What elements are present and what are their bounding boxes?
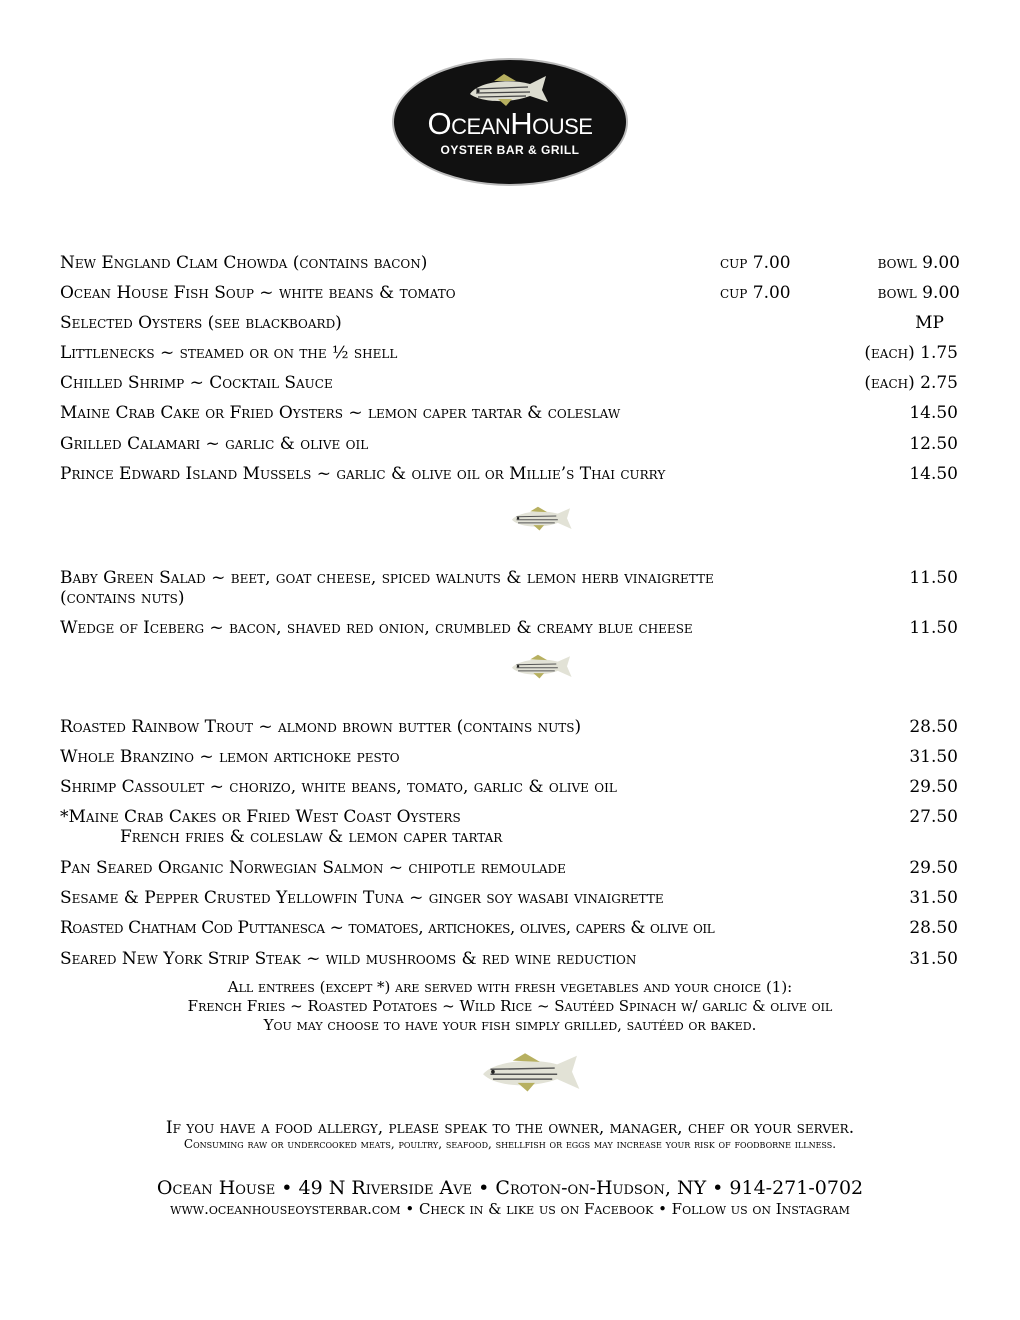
item-price: 11.50 (909, 618, 958, 638)
fish-divider-icon (510, 654, 572, 680)
item-note: French fries & coleslaw & lemon caper tartar (120, 827, 503, 847)
item-name: Grilled Calamari ~ garlic & olive oil (60, 434, 369, 454)
item-price: 31.50 (909, 747, 958, 767)
item-price: 14.50 (909, 403, 958, 423)
item-price: 29.50 (909, 777, 958, 797)
item-price: 31.50 (909, 888, 958, 908)
cup-price: cup 7.00 (720, 253, 791, 273)
item-name: Wedge of Iceberg ~ bacon, shaved red onion, crumbled & creamy blue cheese (60, 618, 693, 638)
item-price: MP (915, 313, 944, 333)
cup-price: cup 7.00 (720, 283, 791, 303)
footer-links: www.oceanhouseoysterbar.com • Check in & like us on Facebook • Follow us on Instagram (170, 1200, 850, 1218)
allergy-notice: If you have a food allergy, please speak to the owner, manager, chef or your server. (165, 1118, 855, 1138)
logo-name: OceanHouse (427, 106, 593, 141)
bowl-price: bowl 9.00 (877, 253, 960, 273)
item-price: 29.50 (909, 858, 958, 878)
item-name: Maine Crab Cake or Fried Oysters ~ lemon caper tartar & coleslaw (60, 403, 621, 423)
entree-note-line: All entrees (except *) are served with fresh vegetables and your choice (1): (227, 978, 793, 996)
item-name: *Maine Crab Cakes or Fried West Coast Oysters (60, 807, 461, 827)
item-name: Whole Branzino ~ lemon artichoke pesto (60, 747, 400, 767)
item-price: 12.50 (909, 434, 958, 454)
raw-food-warning: Consuming raw or undercooked meats, poultry, seafood, shellfish or eggs may increase your risk of foodborne illness. (183, 1137, 837, 1151)
item-price: 28.50 (909, 717, 958, 737)
entree-note-line: You may choose to have your fish simply grilled, sautéed or baked. (263, 1016, 757, 1034)
item-name: Roasted Rainbow Trout ~ almond brown butter (contains nuts) (60, 717, 582, 737)
item-price: 11.50 (909, 568, 958, 588)
item-name: Prince Edward Island Mussels ~ garlic & olive oil or Millie’s Thai curry (60, 464, 666, 484)
logo-tagline: OYSTER BAR & GRILL (440, 143, 580, 157)
item-price: 31.50 (909, 949, 958, 969)
item-name: New England Clam Chowda (contains bacon) (60, 253, 428, 273)
item-name: Seared New York Strip Steak ~ wild mushrooms & red wine reduction (60, 949, 637, 969)
item-name: Ocean House Fish Soup ~ white beans & tomato (60, 283, 456, 303)
item-name: Pan Seared Organic Norwegian Salmon ~ chipotle remoulade (60, 858, 566, 878)
fish-divider-icon (510, 506, 572, 532)
item-name: Sesame & Pepper Crusted Yellowfin Tuna ~ ginger soy wasabi vinaigrette (60, 888, 664, 908)
fish-divider-icon (480, 1052, 580, 1094)
item-note: (contains nuts) (60, 588, 185, 608)
item-name: Roasted Chatham Cod Puttanesca ~ tomatoes, artichokes, olives, capers & olive oil (60, 918, 715, 938)
item-price: 14.50 (909, 464, 958, 484)
item-price: 28.50 (909, 918, 958, 938)
item-name: Baby Green Salad ~ beet, goat cheese, spiced walnuts & lemon herb vinaigrette (60, 568, 714, 588)
bowl-price: bowl 9.00 (877, 283, 960, 303)
entree-note-line: French Fries ~ Roasted Potatoes ~ Wild Rice ~ Sautéed Spinach w/ garlic & olive oil (187, 997, 833, 1015)
item-name: Shrimp Cassoulet ~ chorizo, white beans, tomato, garlic & olive oil (60, 777, 617, 797)
footer-address: Ocean House • 49 N Riverside Ave • Croton-on-Hudson, NY • 914-271-0702 (156, 1177, 864, 1199)
item-name: Littlenecks ~ steamed or on the ½ shell (60, 343, 398, 363)
item-name: Chilled Shrimp ~ Cocktail Sauce (60, 373, 333, 393)
item-name: Selected Oysters (see blackboard) (60, 313, 342, 333)
item-price: (each) 2.75 (864, 373, 958, 393)
item-price: 27.50 (909, 807, 958, 827)
ocean-house-logo (390, 56, 630, 188)
item-price: (each) 1.75 (864, 343, 958, 363)
